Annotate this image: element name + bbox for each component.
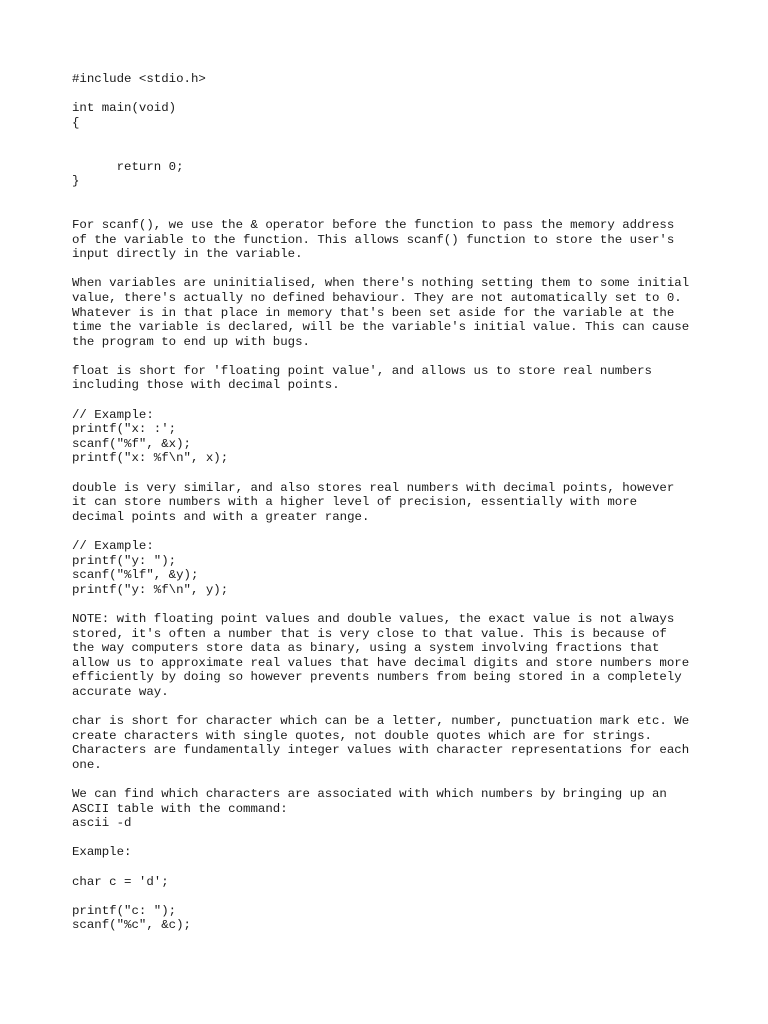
command-line: ascii -d	[72, 816, 132, 831]
code-open-brace: {	[72, 115, 80, 130]
text-line: double is very similar, and also stores real numbers with decimal points, however	[72, 480, 675, 495]
example-label: Example:	[72, 845, 132, 860]
paragraph-note	[72, 612, 712, 700]
spacer	[72, 87, 712, 102]
text-line: it can store numbers with a higher level of precision, essentially with more	[72, 495, 638, 510]
code-float-example	[72, 408, 712, 466]
paragraph-ascii	[72, 787, 712, 831]
spacer	[72, 889, 712, 904]
text-line: input directly in the variable.	[72, 247, 303, 262]
paragraph-float	[72, 364, 712, 393]
spacer	[72, 831, 712, 846]
code-line: // Example:	[72, 539, 154, 553]
text-line: We can find which characters are associated with which numbers by bringing up an	[72, 787, 667, 802]
text-line: decimal points and with a greater range.	[72, 509, 370, 524]
code-char-example	[72, 904, 712, 933]
text-line: the program to end up with bugs.	[72, 334, 310, 349]
code-line: printf("y: ");	[72, 553, 177, 568]
spacer	[72, 773, 712, 788]
text-line: including those with decimal points.	[72, 378, 340, 393]
text-line: float is short for 'floating point value', and allows us to store real numbers	[72, 363, 652, 378]
text-line: stored, it's often a number that is very close to that value. This is because of	[72, 626, 667, 641]
code-line: printf("x: :';	[72, 422, 177, 437]
spacer	[72, 130, 712, 159]
paragraph-scanf	[72, 218, 712, 262]
code-line: scanf("%f", &x);	[72, 436, 191, 451]
text-line: allow us to approximate real values that have decimal digits and store numbers more	[72, 655, 690, 670]
spacer	[72, 349, 712, 364]
code-main-signature: int main(void)	[72, 101, 177, 116]
code-double-example	[72, 539, 712, 597]
text-line: For scanf(), we use the & operator before the function to pass the memory address	[72, 217, 675, 232]
text-line: create characters with single quotes, not double quotes which are for strings.	[72, 728, 652, 743]
text-line: time the variable is declared, will be the variable's initial value. This can cause	[72, 320, 690, 335]
text-line: Characters are fundamentally integer values with character representations for each	[72, 743, 690, 758]
text-line: char is short for character which can be a letter, number, punctuation mark etc. We	[72, 714, 690, 729]
code-line: printf("y: %f\n", y);	[72, 582, 229, 597]
text-line: ASCII table with the command:	[72, 801, 288, 816]
spacer	[72, 466, 712, 481]
code-line: scanf("%lf", &y);	[72, 568, 199, 583]
spacer	[72, 393, 712, 408]
code-line: printf("c: ");	[72, 903, 177, 918]
spacer	[72, 189, 712, 218]
code-return-line: return 0;	[72, 159, 184, 174]
text-line: the way computers store data as binary, using a system involving fractions that	[72, 641, 660, 656]
text-line: Whatever is in that place in memory that's been set aside for the variable at the	[72, 305, 675, 320]
code-char-declaration: char c = 'd';	[72, 874, 169, 889]
text-line: accurate way.	[72, 684, 169, 699]
spacer	[72, 597, 712, 612]
spacer	[72, 700, 712, 715]
text-line: When variables are uninitialised, when there's nothing setting them to some initial	[72, 276, 690, 291]
spacer	[72, 860, 712, 875]
paragraph-char	[72, 714, 712, 772]
paragraph-double	[72, 481, 712, 525]
paragraph-uninitialised	[72, 276, 712, 349]
code-line: printf("x: %f\n", x);	[72, 451, 229, 466]
text-line: one.	[72, 757, 102, 772]
spacer	[72, 524, 712, 539]
text-line: efficiently by doing so however prevents numbers from being stored in a completely	[72, 670, 682, 685]
text-line: NOTE: with floating point values and double values, the exact value is not always	[72, 611, 675, 626]
code-close-brace: }	[72, 174, 80, 189]
document-page	[72, 72, 712, 933]
code-line: // Example:	[72, 407, 154, 422]
code-line: scanf("%c", &c);	[72, 918, 191, 933]
code-include-line: #include <stdio.h>	[72, 72, 206, 86]
text-line: value, there's actually no defined behaviour. They are not automatically set to 0.	[72, 290, 682, 305]
text-line: of the variable to the function. This allows scanf() function to store the user's	[72, 232, 675, 247]
spacer	[72, 262, 712, 277]
